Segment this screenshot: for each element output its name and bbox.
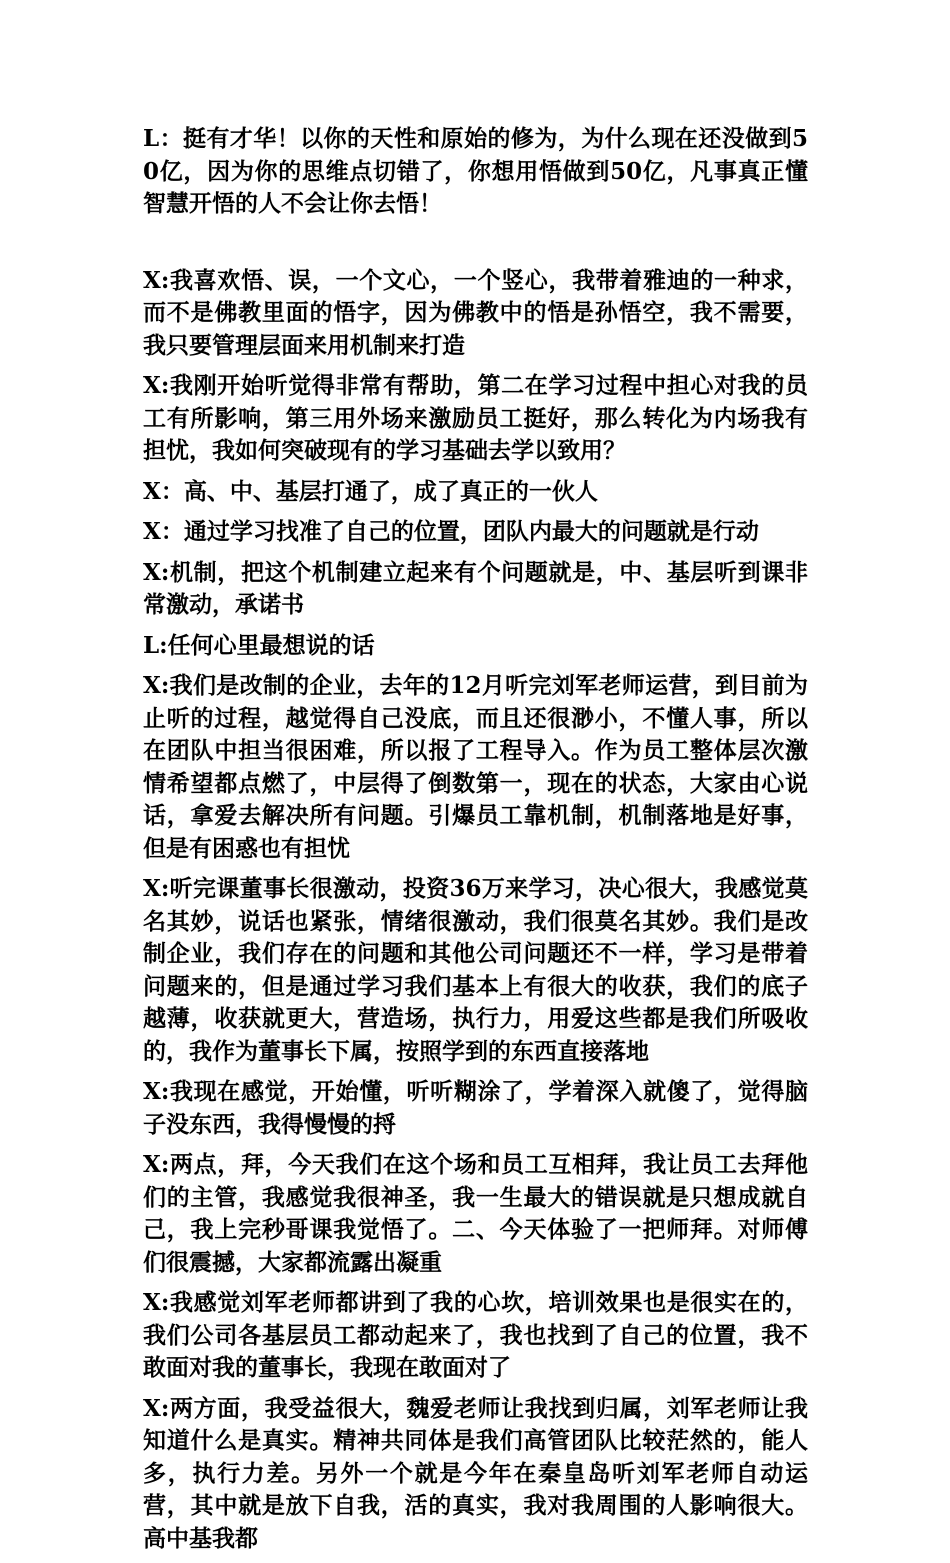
paragraph-7: L:任何心里最想说的话 (143, 631, 375, 659)
paragraph-5: X：通过学习找准了自己的位置，团队内最大的问题就是行动 (143, 518, 759, 545)
paragraph-9: X:听完课董事长很激动，投资36万来学习，决心很大，我感觉莫名其妙，说话也紧张，情绪很激动，我们很莫名其妙。我们是改制企业，我们存在的问题和其他公司问题还不一样，学习是带着问题来的，但是通过学习我们基本上有很大的收获，我们的底子越薄，收获就更大，营造场，执行力，用爱这些都是我们所吸收的，我作为董事长下属，按照学到的东西直接落地 (143, 875, 808, 1065)
paragraph-8: X:我们是改制的企业，去年的12月听完刘军老师运营，到目前为止听的过程，越觉得自己没底，而且还很渺小，不懂人事，所以在团队中担当很困难，所以报了工程导入。作为员工整体层次激情希望都点燃了，中层得了倒数第一，现在的状态，大家由心说话，拿爱去解决所有问题。引爆员工靠机制，机制落地是好事，但是有困惑也有担忧 (143, 672, 808, 862)
paragraph-4: X：高、中、基层打通了，成了真正的一伙人 (143, 477, 598, 505)
document-page (143, 123, 808, 1563)
paragraph-1: L：挺有才华！以你的天性和原始的修为，为什么现在还没做到50亿，因为你的思维点切错了，你想用悟做到50亿，凡事真正懂智慧开悟的人不会让你去悟！ (143, 125, 808, 217)
paragraph-10: X:我现在感觉，开始懂，听听糊涂了，学着深入就傻了，觉得脑子没东西，我得慢慢的捋 (143, 1078, 808, 1138)
paragraph-11: X:两点，拜，今天我们在这个场和员工互相拜，我让员工去拜他们的主管，我感觉我很神圣，我一生最大的错误就是只想成就自己，我上完秒哥课我觉悟了。二、今天体验了一把师拜。对师傅们很震撼，大家都流露出凝重 (143, 1151, 808, 1276)
paragraph-6: X:机制，把这个机制建立起来有个问题就是，中、基层听到课非常激动，承诺书 (143, 558, 808, 618)
paragraph-2: X:我喜欢悟、误，一个文心，一个竖心，我带着雅迪的一种求，而不是佛教里面的悟字，因为佛教中的悟是孙悟空，我不需要，我只要管理层面来用机制来打造 (143, 266, 808, 359)
paragraph-13: X:两方面，我受益很大，魏爱老师让我找到归属，刘军老师让我知道什么是真实。精神共同体是我们高管团队比较茫然的，能人多，执行力差。另外一个就是今年在秦皇岛听刘军老师自动运营，其中就是放下自我，活的真实，我对我周围的人影响很大。高中基我都 (143, 1394, 808, 1552)
paragraph-12: X:我感觉刘军老师都讲到了我的心坎，培训效果也是很实在的，我们公司各基层员工都动起来了，我也找到了自己的位置，我不敢面对我的董事长，我现在敢面对了 (143, 1289, 808, 1381)
paragraph-3: X:我刚开始听觉得非常有帮助，第二在学习过程中担心对我的员工有所影响，第三用外场来激励员工挺好，那么转化为内场我有担忧，我如何突破现有的学习基础去学以致用？ (143, 372, 808, 464)
paragraph-gap (143, 221, 808, 265)
